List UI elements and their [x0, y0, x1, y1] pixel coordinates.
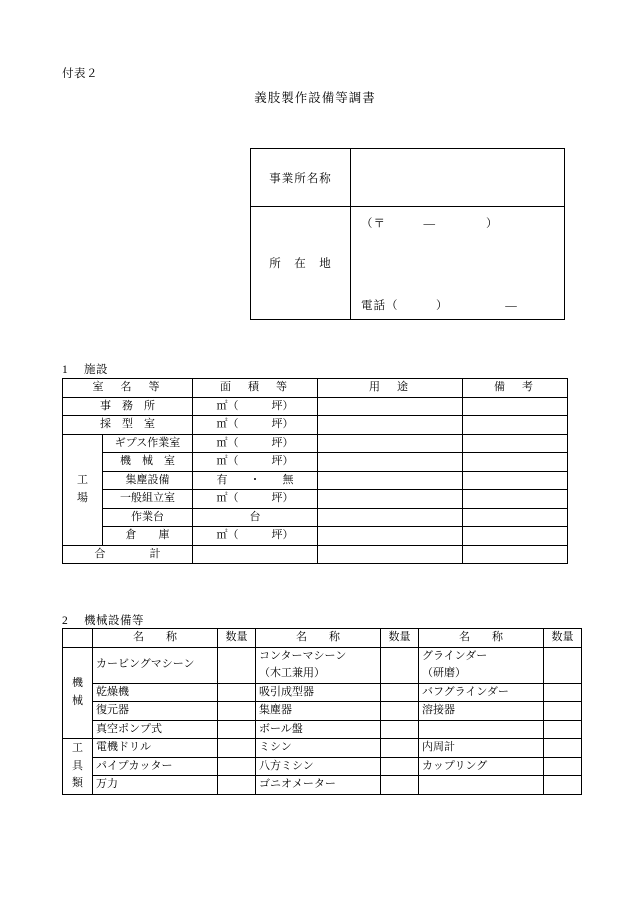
table-row [63, 397, 568, 416]
col-header-area: 面 積 等 [193, 379, 318, 398]
section2-title: 機械設備等 [84, 615, 144, 627]
room-name-1: 採 型 室 [63, 416, 193, 435]
item-qty-6-3[interactable] [544, 776, 582, 795]
total-label: 合 計 [63, 545, 193, 564]
room-name-7: 倉 庫 [103, 527, 193, 546]
item-qty-1-3[interactable] [544, 683, 582, 702]
item-qty-2-3[interactable] [544, 702, 582, 721]
table-row [63, 757, 582, 776]
item-name-4-3: 内周計 [419, 739, 544, 758]
group-column-header [63, 629, 93, 648]
room-area-3[interactable]: ㎡（ 坪） [193, 453, 318, 472]
room-area-7[interactable]: ㎡（ 坪） [193, 527, 318, 546]
item-name-1-2: 吸引成型器 [256, 683, 381, 702]
room-use-0[interactable] [318, 397, 463, 416]
table-row [63, 683, 582, 702]
table-row [63, 453, 568, 472]
col-header-qty-2: 数量 [381, 629, 419, 648]
room-note-6[interactable] [463, 508, 568, 527]
item-qty-5-2[interactable] [381, 757, 419, 776]
col-header-qty-3: 数量 [544, 629, 582, 648]
facility-table [62, 378, 568, 564]
section1-heading [62, 361, 108, 377]
room-use-2[interactable] [318, 434, 463, 453]
item-name-1-3: バフグラインダー [419, 683, 544, 702]
section1-number: 1 [62, 364, 69, 376]
table-row [63, 471, 568, 490]
table-row [63, 490, 568, 509]
room-area-6[interactable]: 台 [193, 508, 318, 527]
table-row-total [63, 545, 568, 564]
room-note-3[interactable] [463, 453, 568, 472]
item-name-5-1: パイプカッター [93, 757, 218, 776]
room-note-0[interactable] [463, 397, 568, 416]
item-qty-3-1[interactable] [218, 720, 256, 739]
table-row [63, 776, 582, 795]
item-name-5-2: 八方ミシン [256, 757, 381, 776]
item-name-2-3: 溶接器 [419, 702, 544, 721]
table-row [63, 508, 568, 527]
room-area-1[interactable]: ㎡（ 坪） [193, 416, 318, 435]
item-qty-4-1[interactable] [218, 739, 256, 758]
table-row [63, 702, 582, 721]
tools-group-label: 工 具 類 [63, 739, 93, 795]
office-info-table [250, 148, 565, 320]
col-header-use: 用 途 [318, 379, 463, 398]
item-name-0-2-line2: （木工兼用） [259, 667, 325, 679]
item-name-2-2: 集塵器 [256, 702, 381, 721]
col-header-room: 室 名 等 [63, 379, 193, 398]
item-name-0-3-line1: グラインダー [422, 649, 488, 662]
item-qty-4-3[interactable] [544, 739, 582, 758]
table-row [63, 416, 568, 435]
item-name-3-2: ボール盤 [256, 720, 381, 739]
total-use[interactable] [318, 545, 463, 564]
machine-equipment-table [62, 628, 582, 795]
item-name-4-1: 電機ドリル [93, 739, 218, 758]
room-use-3[interactable] [318, 453, 463, 472]
item-qty-1-2[interactable] [381, 683, 419, 702]
item-name-0-2 [256, 647, 381, 683]
table-row [63, 527, 568, 546]
col-header-name-2: 名 称 [256, 629, 381, 648]
item-qty-0-3[interactable] [544, 647, 582, 683]
room-note-1[interactable] [463, 416, 568, 435]
section2-heading [62, 612, 144, 628]
room-use-6[interactable] [318, 508, 463, 527]
room-note-4[interactable] [463, 471, 568, 490]
office-name-field[interactable] [351, 149, 565, 207]
table-header-row [63, 379, 568, 398]
item-qty-2-2[interactable] [381, 702, 419, 721]
item-name-3-1: 真空ポンプ式 [93, 720, 218, 739]
room-note-5[interactable] [463, 490, 568, 509]
factory-group-label: 工 場 [63, 434, 103, 545]
room-use-4[interactable] [318, 471, 463, 490]
room-name-2: ギプス作業室 [103, 434, 193, 453]
table-row [63, 647, 582, 683]
office-address-label: 所 在 地 [251, 207, 351, 320]
room-note-7[interactable] [463, 527, 568, 546]
table-row [251, 207, 565, 320]
room-area-5[interactable]: ㎡（ 坪） [193, 490, 318, 509]
room-name-3: 機 械 室 [103, 453, 193, 472]
item-name-5-3: カップリング [419, 757, 544, 776]
office-name-label: 事業所名称 [251, 149, 351, 207]
total-area[interactable] [193, 545, 318, 564]
office-address-field[interactable] [351, 207, 565, 320]
item-qty-3-2[interactable] [381, 720, 419, 739]
item-name-0-1: カービングマシーン [93, 647, 218, 683]
item-name-4-2: ミシン [256, 739, 381, 758]
item-name-0-2-line1: コンターマシーン [259, 649, 347, 662]
col-header-qty-1: 数量 [218, 629, 256, 648]
total-note[interactable] [463, 545, 568, 564]
item-qty-3-3[interactable] [544, 720, 582, 739]
room-use-5[interactable] [318, 490, 463, 509]
room-area-0[interactable]: ㎡（ 坪） [193, 397, 318, 416]
form-label: 付表２ [62, 68, 98, 80]
room-name-6: 作業台 [103, 508, 193, 527]
room-note-2[interactable] [463, 434, 568, 453]
section2-number: 2 [62, 615, 69, 627]
item-qty-2-1[interactable] [218, 702, 256, 721]
postal-code-text: （〒 ― ） [361, 218, 499, 230]
col-header-name-3: 名 称 [419, 629, 544, 648]
section1-title: 施設 [84, 364, 108, 376]
page-title: 義肢製作設備等調書 [254, 91, 376, 105]
room-name-5: 一般組立室 [103, 490, 193, 509]
table-row [63, 720, 582, 739]
item-name-1-1: 乾燥機 [93, 683, 218, 702]
item-qty-4-2[interactable] [381, 739, 419, 758]
item-name-6-1: 万力 [93, 776, 218, 795]
machine-group-label: 機 械 [63, 647, 93, 739]
room-area-4[interactable]: 有 ・ 無 [193, 471, 318, 490]
item-qty-0-1[interactable] [218, 647, 256, 683]
room-use-1[interactable] [318, 416, 463, 435]
item-qty-1-1[interactable] [218, 683, 256, 702]
room-area-2[interactable]: ㎡（ 坪） [193, 434, 318, 453]
item-name-3-3 [419, 720, 544, 739]
item-name-6-2: ゴニオメーター [256, 776, 381, 795]
item-qty-0-2[interactable] [381, 647, 419, 683]
table-header-row [63, 629, 582, 648]
room-use-7[interactable] [318, 527, 463, 546]
table-row [63, 739, 582, 758]
table-row [63, 434, 568, 453]
item-qty-5-3[interactable] [544, 757, 582, 776]
room-name-4: 集塵設備 [103, 471, 193, 490]
item-name-2-1: 復元器 [93, 702, 218, 721]
telephone-text: 電話（ ） ― [361, 300, 518, 312]
item-name-0-3-line2: （研磨） [422, 667, 466, 679]
item-qty-6-2[interactable] [381, 776, 419, 795]
col-header-name-1: 名 称 [93, 629, 218, 648]
col-header-note: 備 考 [463, 379, 568, 398]
item-name-0-3 [419, 647, 544, 683]
table-row [251, 149, 565, 207]
item-qty-5-1[interactable] [218, 757, 256, 776]
room-name-0: 事 務 所 [63, 397, 193, 416]
item-qty-6-1[interactable] [218, 776, 256, 795]
item-name-6-3 [419, 776, 544, 795]
